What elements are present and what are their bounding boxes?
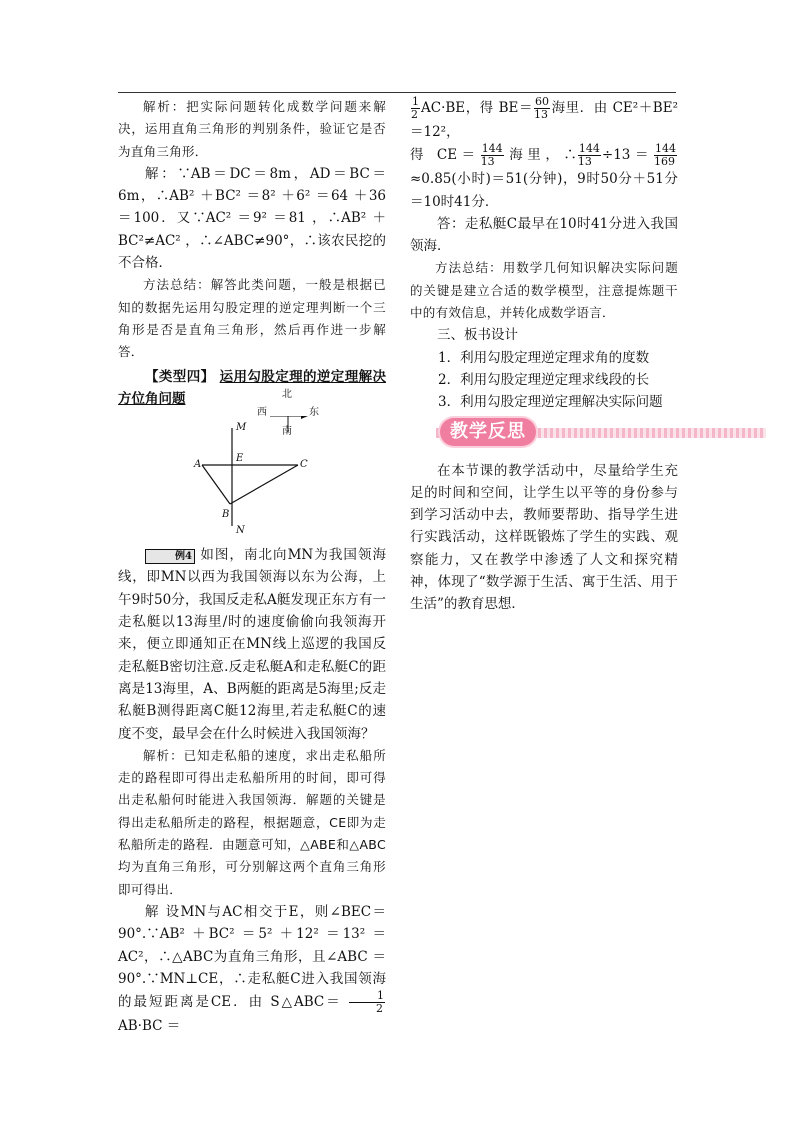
header-rule [118,92,676,93]
line-1-b: 海里．由 CE²＋BE²＝12²， [410,100,678,140]
fraction-ce-num: 144 [481,142,503,156]
solution-2: 解 设MN与AC相交于E，则∠BEC＝90°.∵AB² ＋BC² ＝5² ＋12² ＝13² ＝AC²，∴△ABC为直角三角形，且∠ABC ＝90°.∵MN⊥CE，∴走私艇C进入我国领海的最短距离是CE．由 S△ABC＝ $\frac{1}{2}$ AB·BC ＝ [118,903,386,1035]
section-board-design: 三、板书设计 [437,327,518,344]
left-column [118,96,386,1037]
compass-east-arrow [301,416,308,419]
compass-east: 东 [309,407,319,419]
fraction-half [349,990,385,1015]
compass-north: 北 [282,389,292,401]
solution-2-text: 解 设MN与AC相交于E，则∠BEC＝90°.∵AB² ＋BC² ＝5² ＋12² ＝13² ＝AC²，∴△ABC为直角三角形，且∠ABC ＝90°.∵MN⊥CE，∴走私艇C进入我国领海的最短距离是CE．由 [118,903,386,1011]
point-B-label: B [222,509,230,521]
right-column [410,96,678,616]
figure-svg [118,416,386,534]
line-2-a: 得 CE＝ [410,147,480,164]
line-1-a: AC·BE，得 BE＝ [421,100,534,116]
line-2-d: ≈0.85(小时)＝51(分钟)，9时50分＋51分＝10时41分． [410,171,678,210]
type-heading [118,366,386,411]
analysis-1: 解析：把实际问题转化成数学问题来解决，运用直角三角形的判别条件，验证它是否为直角三角形． [118,99,386,159]
fraction-half-r [411,96,420,121]
method-summary-1: 方法总结：解答此类问题，一般是根据已知的数据先运用勾股定理的逆定理判断一个三角形是否是直角三角形，然后再作进一步解答． [118,277,386,360]
compass-west: 西 [257,407,267,419]
continued-line-1 [410,96,678,143]
line-2-b: 海里，∴ [504,147,577,164]
fraction-be [534,96,550,121]
answer: 答：走私艇C最早在10时41分进入我国领海． [410,215,678,255]
board-item-2: 2．利用勾股定理逆定理求线段的长 [438,371,650,388]
banner-title: 教学反思 [440,418,536,446]
fraction-half-num: 1 [349,990,385,1003]
reflection-text: 在本节课的教学活动中，尽量给学生充足的时间和空间，让学生以平等的身份参与到学习活动中去，教师要帮助、指导学生进行实践活动，这样既锻炼了学生的实践、观察能力，又在教学中渗透了人文和探究精神，体现了“数学源于生活、寓于生活、用于生活”的教育思想． [410,462,678,613]
fraction-half-r-den: 2 [411,108,418,121]
point-E-label: E [236,453,244,465]
fraction-be-num: 60 [535,95,550,108]
geometry-figure [118,389,386,537]
fraction-ce [481,143,504,168]
reflection-banner [410,418,678,452]
fraction-t-den: 13 [577,155,592,169]
example-4 [118,544,386,745]
compass-south: 南 [282,426,292,438]
line-BC [230,465,298,504]
fraction-r-den: 169 [654,155,675,169]
solution-1: 解：∵AB＝DC＝8m，AD＝BC＝6m，∴AB² ＋BC² ＝8² ＋6² ＝64 ＋36 ＝100．又∵AC² ＝9² ＝81 ，∴AB² ＋BC²≠AC² ，∴∠ABC≠90°，∴该农民挖的不合格． [118,165,386,272]
fraction-r-num: 144 [655,142,676,156]
point-C-label: C [300,459,308,471]
line-AB [202,465,230,504]
fraction-t-num: 144 [578,142,600,156]
fraction-ce-den: 13 [480,155,495,169]
example-badge: 例4 [145,549,195,564]
method-summary-2: 方法总结：用数学几何知识解决实际问题的关键是建立合适的数学模型，注意提炼题干中的有效信息，并转化成数学语言． [410,260,678,321]
fraction-half-r-num: 1 [412,95,419,108]
example-text: 如图，南北向MN为我国领海线，即MN以西为我国领海以东为公海，上午9时50分，我国反走私A艇发现正东方有一走私艇以13海里/时的速度偷偷向我领海开来，便立即通知正在MN线上巡逻的我国反走私艇B密切注意.反走私艇A和走私艇C的距离是13海里，A、B两艇的距离是5海里;反走私艇B测得距离C艇12海里,若走私艇C的速度不变，最早会在什么时候进入我国领海？ [118,547,386,742]
continued-line-2 [410,143,678,213]
point-N-label: N [236,525,245,537]
board-item-1: 1．利用勾股定理逆定理求角的度数 [438,349,650,366]
analysis-2: 解析：已知走私船的速度，求出走私船所走的路程即可得出走私船所用的时间，即可得出走私船何时能进入我国领海．解题的关键是得出走私船所走的路程，根据题意，CE即为走私船所走的路程．由题意可知，△ABE和△ABC均为直角三角形，可分别解这两个直角三角形即可得出． [118,747,386,897]
point-A-label: A [194,459,202,471]
board-item-3: 3．利用勾股定理逆定理解决实际问题 [438,394,663,411]
line-2-c: ÷13＝ [601,147,653,164]
fraction-t [578,143,601,168]
fraction-half-den: 2 [376,1002,383,1016]
fraction-be-den: 13 [534,108,549,121]
type-tag: 【类型四】 [145,368,215,385]
solution-2-tail: S△ABC＝ [270,994,342,1011]
point-M-label: M [236,422,247,434]
type-title: 运用勾股定理的逆定理解决方位角问题 [118,368,387,407]
fraction-r [654,143,677,168]
